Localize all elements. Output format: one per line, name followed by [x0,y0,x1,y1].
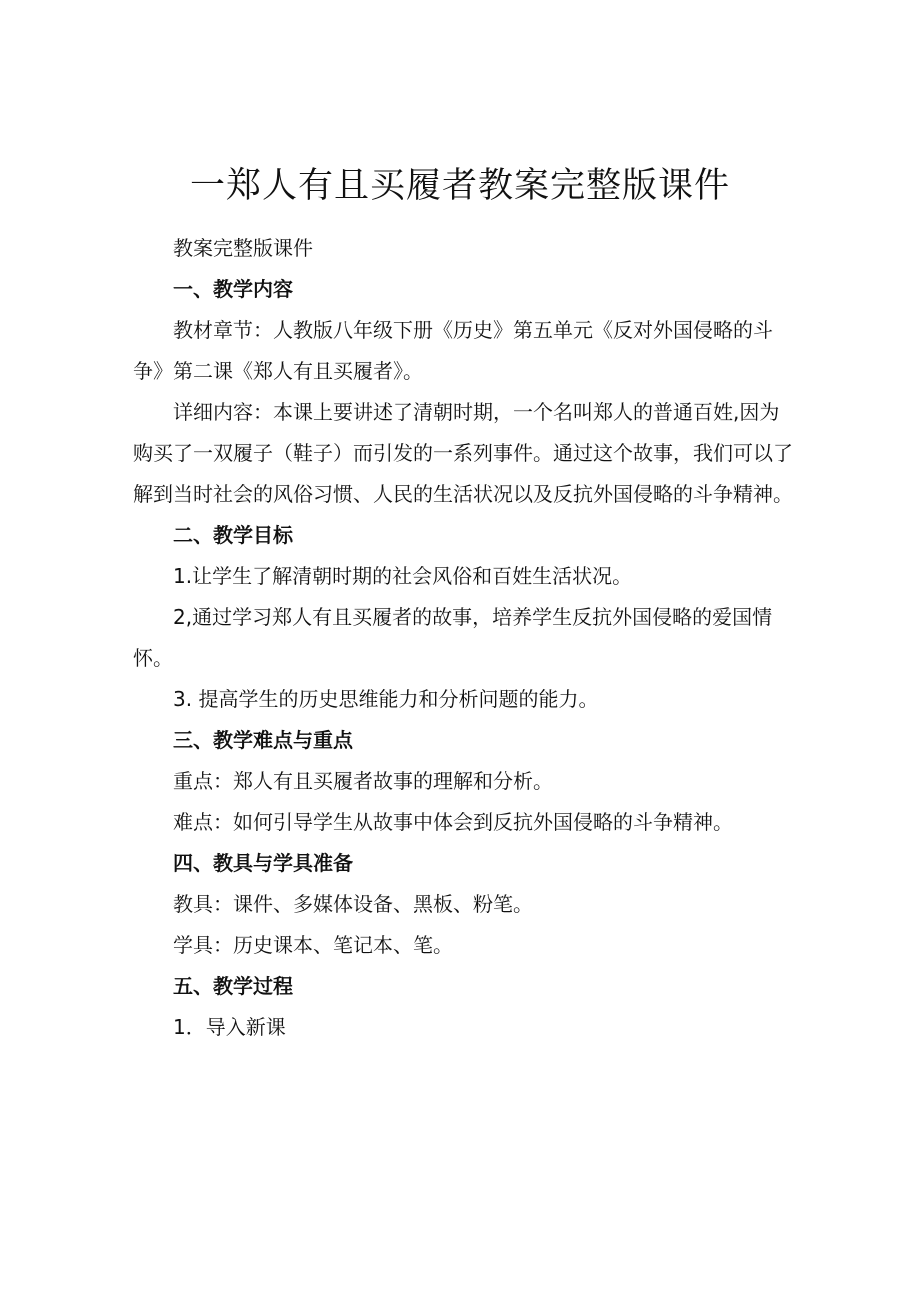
section-paragraph: 3. 提高学生的历史思维能力和分析问题的能力。 [173,687,599,711]
section-paragraph: 教材章节：人教版八年级下册《历史》第五单元《反对外国侵略的斗争》第二课《郑人有且买履者》。 [133,318,773,383]
section-paragraph: 教具：课件、多媒体设备、黑板、粉笔。 [173,892,533,916]
section-heading-objectives: 二、教学目标 [173,523,293,547]
section-paragraph: 详细内容：本课上要讲述了清朝时期，一个名叫郑人的普通百姓,因为购买了一双履子（鞋子）而引发的一系列事件。通过这个故事，我们可以了解到当时社会的风俗习惯、人民的生活状况以及反抗外国侵略的斗争精神。 [133,400,793,506]
section-paragraph: 1．导入新课 [173,1015,286,1039]
section-heading-process: 五、教学过程 [173,974,293,998]
section-heading-key-points: 三、教学难点与重点 [173,728,353,752]
section-paragraph: 学具：历史课本、笔记本、笔。 [173,933,453,957]
document-title: 一郑人有且买履者教案完整版课件 [189,166,730,206]
section-heading-materials: 四、教具与学具准备 [173,851,353,875]
section-paragraph: 难点：如何引导学生从故事中体会到反抗外国侵略的斗争精神。 [173,810,733,834]
document-subtitle: 教案完整版课件 [173,236,313,260]
document-body [133,228,793,1048]
section-heading-content: 一、教学内容 [173,277,293,301]
section-paragraph: 1.让学生了解清朝时期的社会风俗和百姓生活状况。 [173,564,633,588]
section-paragraph: 重点：郑人有且买履者故事的理解和分析。 [173,769,553,793]
section-paragraph: 2,通过学习郑人有且买履者的故事，培养学生反抗外国侵略的爱国情怀。 [133,605,773,670]
